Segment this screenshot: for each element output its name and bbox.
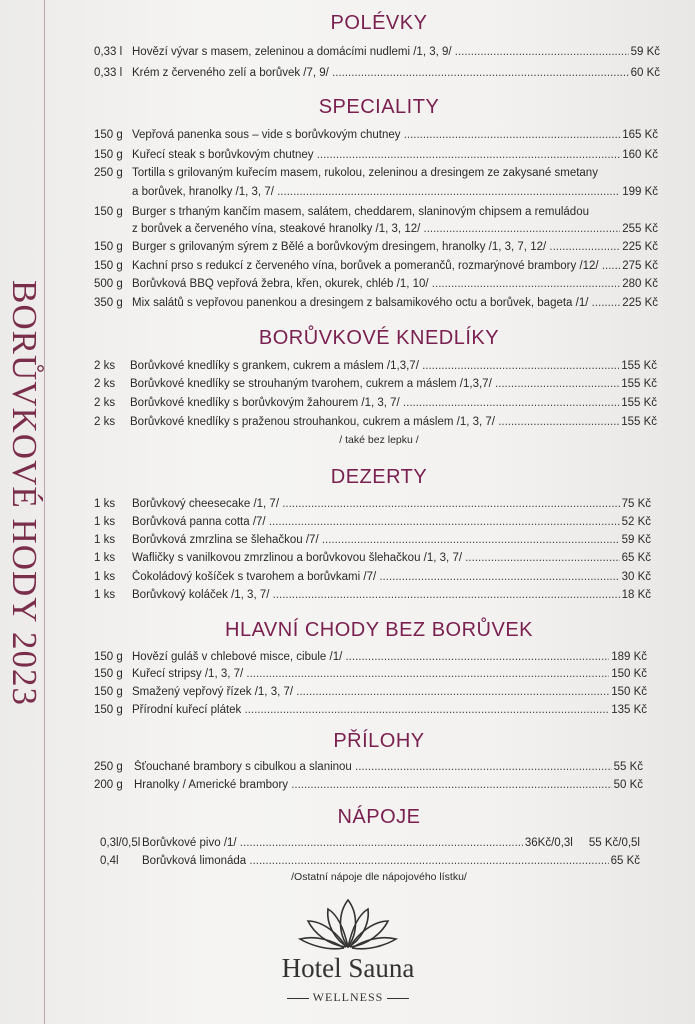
item-name: Borůvkový cheesecake /1, 7/ ..... <box>132 497 620 511</box>
menu-item-cont <box>132 185 658 199</box>
wellness-label: WELLNESS <box>312 990 384 1004</box>
item-price: 165 Kč <box>622 129 658 141</box>
item-price: 225 Kč <box>622 241 658 253</box>
item-qty: 1 ks <box>94 534 116 546</box>
menu-item <box>94 703 647 717</box>
item-price: 55 Kč/0,5l <box>588 837 640 849</box>
item-price: 59 Kč <box>621 534 651 546</box>
menu-item <box>94 778 643 792</box>
menu-item <box>94 359 657 373</box>
item-name: Borůvková BBQ vepřová žebra, křen, okurek, chléb /1, 10/ ..... <box>132 277 620 291</box>
item-qty: 250 g <box>94 167 123 179</box>
menu-item <box>94 240 658 254</box>
item-price: 59 Kč <box>630 46 660 58</box>
item-qty: 0,4l <box>100 855 119 867</box>
item-name: Borůvkové knedlíky se strouhaným tvarohem, cukrem a máslem /1,3,7/ ..... <box>130 377 619 391</box>
menu-item <box>94 377 657 391</box>
item-price: 55 Kč <box>613 761 643 773</box>
side-title: BORŮVKOVÉ HODY 2023 <box>5 280 44 707</box>
item-name: Burger s trhaným kančím masem, salátem, cheddarem, slaninovým chipsem a remuládou <box>132 206 589 218</box>
section-title-prilohy: PŘÍLOHY <box>333 730 425 752</box>
menu-item <box>94 396 657 410</box>
item-qty: 250 g <box>94 761 123 773</box>
menu-item <box>94 685 647 699</box>
item-price: 225 Kč <box>622 297 658 309</box>
menu-item-cont <box>132 222 658 236</box>
menu-item <box>94 570 651 584</box>
item-qty: 1 ks <box>94 552 116 564</box>
menu-item <box>94 66 660 80</box>
item-name: Hovězí vývar s masem, zeleninou a domácími nudlemi /1, 3, 9/ ..... <box>132 45 629 59</box>
item-name: Kuřecí stripsy /1, 3, 7/ ..... <box>132 667 609 681</box>
item-name: Borůvkové knedlíky s borůvkovým žahourem /1, 3, 7/ ..... <box>130 396 619 410</box>
menu-item <box>94 515 651 529</box>
hotel-subtitle <box>278 990 418 1005</box>
item-qty: 2 ks <box>94 397 116 409</box>
section-title-napoje: NÁPOJE <box>337 806 421 828</box>
item-qty: 2 ks <box>94 360 116 372</box>
menu-item <box>94 296 658 310</box>
hotel-logo <box>278 895 418 1015</box>
menu-item <box>94 551 651 565</box>
item-name: Borůvkové pivo /1/ ..... <box>142 836 523 850</box>
item-price: 52 Kč <box>621 516 651 528</box>
item-qty: 150 g <box>94 206 123 218</box>
item-name: Smažený vepřový řízek /1, 3, 7/ ..... <box>132 685 609 699</box>
item-name: Borůvková zmrzlina se šlehačkou /7/ ..... <box>132 533 620 547</box>
menu-item <box>94 667 647 681</box>
section-title-speciality: SPECIALITY <box>318 96 440 118</box>
gluten-free-note: / také bez lepku / <box>339 434 419 446</box>
item-qty: 1 ks <box>94 498 116 510</box>
item-name: Borůvkové knedlíky s praženou strouhankou, cukrem a máslem /1, 3, 7/ ..... <box>130 415 619 429</box>
lotus-icon <box>298 895 398 955</box>
menu-item <box>94 128 658 142</box>
drinks-note: /Ostatní nápoje dle nápojového lístku/ <box>291 871 467 883</box>
item-price: 155 Kč <box>621 378 657 390</box>
item-qty: 150 g <box>94 241 123 253</box>
item-qty: 150 g <box>94 260 123 272</box>
item-qty: 1 ks <box>94 571 116 583</box>
item-qty: 150 g <box>94 686 123 698</box>
item-price: 160 Kč <box>622 149 658 161</box>
menu-item <box>94 533 651 547</box>
item-price: 30 Kč <box>621 571 651 583</box>
menu-item <box>100 836 640 850</box>
item-price: 155 Kč <box>621 397 657 409</box>
item-name: Tortilla s grilovaným kuřecím masem, rukolou, zeleninou a dresingem ze zakysané smetany <box>132 167 598 179</box>
margin-rule <box>44 0 45 1024</box>
item-price: 65 Kč <box>610 855 640 867</box>
hotel-name: Hotel Sauna <box>281 953 415 983</box>
item-qty: 150 g <box>94 704 123 716</box>
item-price: 150 Kč <box>611 686 647 698</box>
item-qty: 150 g <box>94 149 123 161</box>
item-qty: 0,33 l <box>94 67 123 79</box>
item-name: Borůvková limonáda ..... <box>142 854 609 868</box>
item-name: Šťouchané brambory s cibulkou a slaninou ..... <box>134 760 612 774</box>
menu-item-multiline <box>94 166 598 180</box>
menu-item <box>94 415 657 429</box>
item-qty: 150 g <box>94 668 123 680</box>
section-title-polevky: POLÉVKY <box>330 12 428 34</box>
item-price: 199 Kč <box>622 186 658 198</box>
item-name: Kachní prso s redukcí z červeného vína, borůvek a pomerančů, rozmarýnové brambory /12/ ..... <box>132 259 620 273</box>
item-qty: 500 g <box>94 278 123 290</box>
item-name-cont: z borůvek a červeného vína, steakové hranolky /1, 3, 12/ ..... <box>132 222 620 236</box>
item-name: Hovězí guláš v chlebové misce, cibule /1/ ..... <box>132 650 609 664</box>
section-title-hlavni: HLAVNÍ CHODY BEZ BORŮVEK <box>225 619 533 641</box>
item-name: Vepřová panenka sous – vide s borůvkovým chutney ..... <box>132 128 620 142</box>
item-name: Wafličky s vanilkovou zmrzlinou a borůvkovou šlehačkou /1, 3, 7/ ..... <box>132 551 620 565</box>
item-price: 280 Kč <box>622 278 658 290</box>
item-price: 65 Kč <box>621 552 651 564</box>
item-name: Borůvkový koláček /1, 3, 7/ ..... <box>132 588 620 602</box>
item-qty: 2 ks <box>94 378 116 390</box>
menu-item <box>94 277 658 291</box>
item-name: Krém z červeného zelí a borůvek /7, 9/ ..... <box>132 66 629 80</box>
menu-item <box>100 854 640 868</box>
item-name: Borůvkové knedlíky s grankem, cukrem a máslem /1,3,7/ ..... <box>130 359 619 373</box>
item-qty: 150 g <box>94 651 123 663</box>
item-price: 155 Kč <box>621 416 657 428</box>
item-qty: 0,33 l <box>94 46 123 58</box>
item-qty: 350 g <box>94 297 123 309</box>
item-name: Mix salátů s vepřovou panenkou a dresingem z balsamikového octu a borůvek, bageta /1/ ..... <box>132 296 620 310</box>
item-price: 18 Kč <box>621 589 651 601</box>
item-price: 60 Kč <box>630 67 660 79</box>
item-name: Přírodní kuřecí plátek ..... <box>132 703 609 717</box>
item-qty: 1 ks <box>94 589 116 601</box>
item-qty: 200 g <box>94 779 123 791</box>
item-price: 50 Kč <box>613 779 643 791</box>
menu-item-multiline <box>94 205 589 219</box>
item-qty: 0,3l/0,5l <box>100 837 141 849</box>
menu-item <box>94 45 660 59</box>
item-name-cont: a borůvek, hranolky /1, 3, 7/ ..... <box>132 185 620 199</box>
item-name: Hranolky / Americké brambory ..... <box>134 778 612 792</box>
item-qty: 1 ks <box>94 516 116 528</box>
item-price: 155 Kč <box>621 360 657 372</box>
item-name: Kuřecí steak s borůvkovým chutney ..... <box>132 148 620 162</box>
menu-item <box>94 760 643 774</box>
item-qty: 150 g <box>94 129 123 141</box>
item-price: 75 Kč <box>621 498 651 510</box>
section-title-dezerty: DEZERTY <box>330 466 428 488</box>
item-price: 255 Kč <box>622 223 658 235</box>
menu-item <box>94 588 651 602</box>
menu-item <box>94 497 651 511</box>
item-name: Burger s grilovaným sýrem z Bělé a borůvkovým dresingem, hranolky /1, 3, 7, 12/ ..... <box>132 240 620 254</box>
menu-item <box>94 148 658 162</box>
section-title-knedliky: BORŮVKOVÉ KNEDLÍKY <box>258 327 500 349</box>
menu-item <box>94 650 647 664</box>
item-name: Borůvková panna cotta /7/ ..... <box>132 515 620 529</box>
item-price: 135 Kč <box>611 704 647 716</box>
item-name: Čokoládový košíček s tvarohem a borůvkami /7/ ..... <box>132 570 620 584</box>
item-qty: 2 ks <box>94 416 116 428</box>
menu-item <box>94 259 658 273</box>
item-price: 150 Kč <box>611 668 647 680</box>
item-price-small: 36Kč/0,3l <box>524 837 573 849</box>
item-price: 275 Kč <box>622 260 658 272</box>
item-price: 189 Kč <box>611 651 647 663</box>
